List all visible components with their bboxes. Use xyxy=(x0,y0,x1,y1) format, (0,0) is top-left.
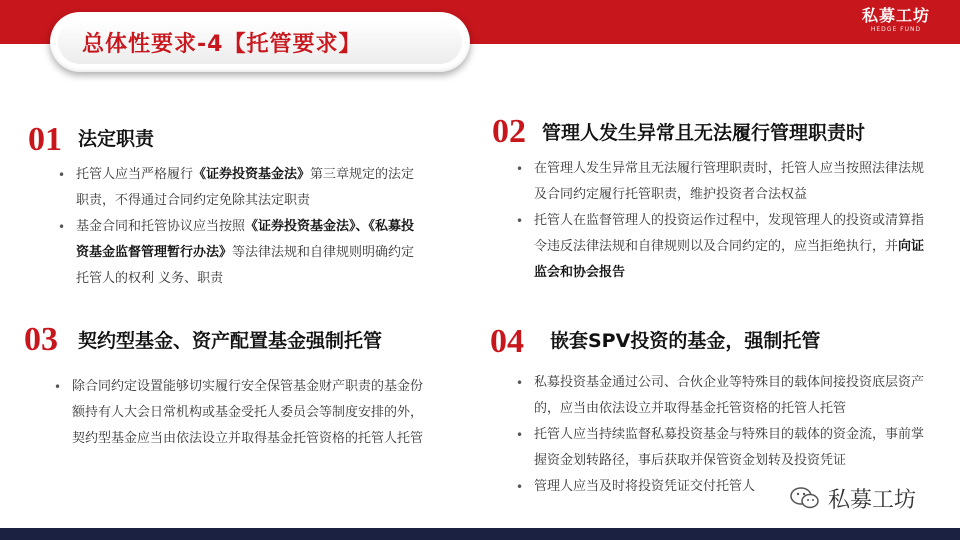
bullet-emphasis: 《证券投资基金法》 xyxy=(193,167,311,182)
bullet-text: 托管人应当严格履行 xyxy=(76,167,194,182)
section-number: 02 xyxy=(492,113,526,150)
brand-name: 私募工坊 xyxy=(861,6,930,25)
section-number: 03 xyxy=(24,321,58,358)
title-badge xyxy=(50,12,470,72)
bullet-emphasis: 《证券投资基金法》、《私募投资基金监督管理暂行办法》 xyxy=(76,219,415,260)
brand-subtitle: HEDGE FUND xyxy=(870,26,922,33)
section-title: 管理人发生异常且无法履行管理职责时 xyxy=(542,122,866,144)
bullet-item xyxy=(516,422,936,474)
watermark-text: 私募工坊 xyxy=(828,487,917,513)
bullet-text: 在管理人发生异常且无法履行管理职责时，托管人应当按照法律法规及合同约定履行托管职责，维护投资者合法权益 xyxy=(534,161,925,202)
bullet-list xyxy=(58,162,418,292)
bullet-item xyxy=(54,374,424,452)
bullet-item xyxy=(516,370,936,422)
section-title: 法定职责 xyxy=(78,128,155,150)
wechat-icon xyxy=(790,486,820,510)
bullet-text: 管理人应当及时将投资凭证交付托管人 xyxy=(534,479,756,494)
bullet-item xyxy=(516,156,926,208)
bullet-item xyxy=(58,162,418,214)
bullet-emphasis: 向证监会和协会报告 xyxy=(534,239,925,280)
section-01 xyxy=(28,122,428,292)
section-number: 04 xyxy=(490,323,524,360)
section-number: 01 xyxy=(28,121,62,158)
bullet-text: 托管人在监督管理人的投资运作过程中，发现管理人的投资或清算指令违反法律法规和自律规则以及合同约定的，应当拒绝执行，并 xyxy=(534,213,925,254)
bullet-text: 第三章规定的法定职责，不得通过合同约定免除其法定职责 xyxy=(76,167,415,208)
bullet-text: 等法律法规和自律规则明确约定托管人的权利 义务、职责 xyxy=(76,245,415,286)
bullet-item xyxy=(516,208,926,286)
bullet-list xyxy=(516,156,926,286)
section-02 xyxy=(492,114,932,294)
bullet-text: 除合同约定设置能够切实履行安全保管基金财产职责的基金份额持有人大会日常机构或基金受托人委员会等制度安排的外，契约型基金应当由依法设立并取得基金托管资格的托管人托管 xyxy=(72,379,424,446)
brand-logo xyxy=(856,6,936,38)
bullet-item xyxy=(58,214,418,292)
bullet-text: 基金合同和托管协议应当按照 xyxy=(76,219,246,234)
wechat-watermark xyxy=(790,480,916,516)
slide-title: 总体性要求-4【托管要求】 xyxy=(82,32,362,57)
section-title: 契约型基金、资产配置基金强制托管 xyxy=(78,330,383,352)
section-title: 嵌套SPV投资的基金，强制托管 xyxy=(550,330,821,352)
section-03 xyxy=(24,322,444,492)
bullet-text: 私募投资基金通过公司、合伙企业等特殊目的载体间接投资底层资产的，应当由依法设立并取得基金托管资格的托管人托管 xyxy=(534,375,925,416)
bullet-text: 托管人应当持续监督私募投资基金与特殊目的载体的资金流，事前掌握资金划转路径，事后获取并保管资金划转及投资凭证 xyxy=(534,427,925,468)
bullet-list xyxy=(54,374,424,452)
footer-bar xyxy=(0,528,960,540)
